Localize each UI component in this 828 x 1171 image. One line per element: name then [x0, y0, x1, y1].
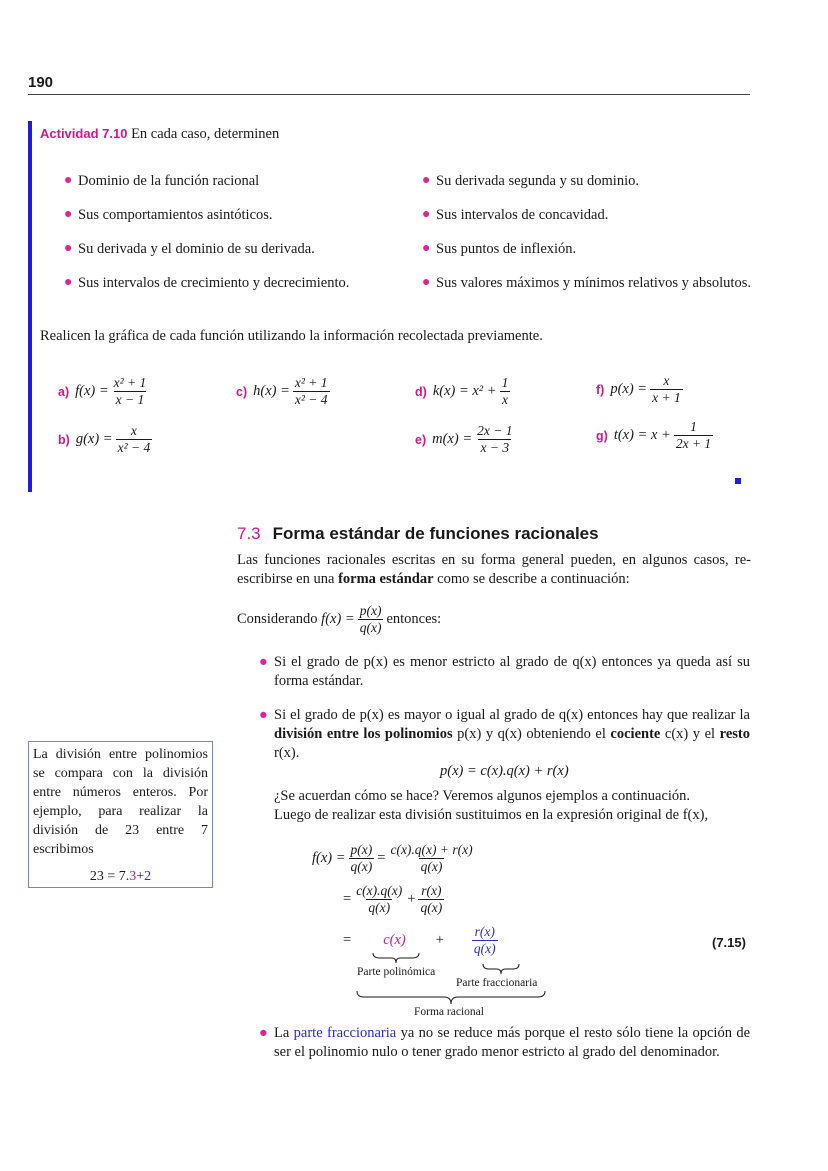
section-heading — [237, 524, 599, 544]
underbrace-polynomial — [372, 952, 420, 964]
end-of-activity-marker — [735, 478, 741, 484]
bullet-icon: ● — [422, 241, 431, 256]
exercise-label: a) — [58, 384, 70, 399]
exercise-lhs: f(x) = — [75, 383, 109, 400]
fraction: $\frac{x}{x + 1}$ — [652, 373, 681, 406]
fractional-part: $\frac{r(x)}{q(x)}$ — [473, 924, 496, 957]
task-item: ● Sus valores máximos y mínimos relativos y absolutos. — [422, 275, 751, 291]
fraction: $\frac{1}{x}$ — [501, 375, 509, 408]
fraction: $\frac{1}{2x + 1}$ — [675, 419, 712, 452]
division-formula: p(x) = c(x).q(x) + r(x) — [440, 763, 569, 779]
equation-row-2: = $\frac{c(x).q(x)}{q(x)}$ + $\frac{r(x)}{q(x)}$ — [343, 883, 443, 916]
exercise-label: f) — [596, 382, 605, 397]
exercise-lhs: k(x) = x² + — [432, 383, 497, 400]
exercise-label: c) — [236, 384, 248, 399]
bullet-icon: ● — [422, 275, 431, 290]
polynomial-part: c(x) — [383, 932, 406, 949]
equation-number: (7.15) — [712, 935, 746, 950]
side-note: La división entre polinomios se compara con la división entre números enteros. Por ejemplo, para realizar la división de 23 entre 7 escribimos 23 = 7.3+2 — [28, 741, 213, 888]
task-item: ● Su derivada segunda y su dominio. — [422, 173, 639, 189]
activity-bar — [28, 121, 32, 492]
fraction: $\frac{c(x).q(x) + r(x)}{q(x)}$ — [390, 842, 473, 875]
considering-line: Considerando f(x) = $\frac{p(x)}{q(x)}$ entonces: — [237, 603, 442, 636]
task-item: ● Dominio de la función racional — [64, 173, 260, 189]
fraction: $\frac{\text{x² + 1}}{x - 1}$ — [113, 375, 147, 408]
fraction: $\frac{r(x)}{q(x)}$ — [420, 883, 443, 916]
label-fractional-part: Parte fraccionaria — [456, 977, 538, 989]
exercise-lhs: t(x) = x + — [613, 427, 671, 444]
underbrace-fraction — [482, 963, 520, 975]
activity-title — [40, 126, 279, 143]
bullet-icon: ● — [64, 275, 73, 290]
exercise-e — [415, 424, 517, 455]
bullet-icon: ● — [64, 173, 73, 188]
exercise-a — [58, 376, 151, 407]
exercise-b — [58, 424, 155, 455]
fraction: $\frac{p(x)}{q(x)}$ — [350, 842, 373, 875]
task-item: ● Sus comportamientos asintóticos. — [64, 207, 273, 223]
header-rule — [28, 94, 750, 95]
bullet-icon: ● — [259, 654, 268, 670]
fraction: $\frac{p(x)}{q(x)}$ — [359, 603, 382, 636]
fraction: $\frac{\text{x² + 1}}{\text{x² − 4}}$ — [294, 375, 328, 408]
bullet-icon: ● — [64, 207, 73, 222]
bullet-icon: ● — [259, 707, 268, 723]
activity-label: Actividad 7.10 — [40, 126, 128, 141]
label-rational-form: Forma racional — [414, 1006, 484, 1018]
exercise-label: b) — [58, 432, 70, 447]
bullet-item: ● Si el grado de p(x) es menor estricto al grado de q(x) entonces ya queda así su forma estándar. — [259, 654, 750, 689]
activity-intro: En cada caso, determinen — [131, 126, 280, 142]
remember-text: ¿Se acuerdan cómo se hace? Veremos algunos ejemplos a continuación. Luego de realizar esta división sustituimos en la expresión original de f(x), — [274, 788, 709, 823]
section-intro: Las funciones racionales escritas en su forma general pueden, en algunos casos, re-escribirse en una forma estándar como se describe a continuación: — [237, 552, 751, 587]
task-item: ● Sus intervalos de crecimiento y decrecimiento. — [64, 275, 350, 291]
bullet-icon: ● — [259, 1025, 268, 1041]
exercise-g — [596, 420, 716, 451]
link-fractional-part[interactable]: parte fraccionaria — [293, 1025, 397, 1041]
section-title: Forma estándar de funciones racionales — [272, 524, 599, 543]
bullet-item: ● La parte fraccionaria ya no se reduce más porque el resto sólo tiene la opción de ser el polinomio nulo o tener grado menor estricto al grado del denominador. — [259, 1025, 751, 1060]
equation-row-1: f(x) = $\frac{p(x)}{q(x)}$ = $\frac{c(x).q(x) + r(x)}{q(x)}$ — [312, 842, 473, 875]
bullet-icon: ● — [422, 173, 431, 188]
section-number: 7.3 — [237, 524, 261, 543]
fraction: $\frac{c(x).q(x)}{q(x)}$ — [356, 883, 403, 916]
exercise-d — [415, 376, 513, 407]
exercise-c — [236, 376, 333, 407]
label-polynomial-part: Parte polinómica — [357, 966, 436, 978]
activity-instructions: Realicen la gráfica de cada función utilizando la información recolectada previamente. — [40, 328, 543, 344]
exercise-lhs: g(x) = — [75, 431, 113, 448]
exercise-label: d) — [415, 384, 427, 399]
task-item: ● Sus intervalos de concavidad. — [422, 207, 609, 223]
exercise-lhs: m(x) = — [432, 431, 473, 448]
page-number: 190 — [28, 74, 54, 91]
task-item: ● Su derivada y el dominio de su derivada. — [64, 241, 315, 257]
equation-row-3: = c(x) + $\frac{r(x)}{q(x)}$ — [343, 924, 496, 957]
exercise-lhs: p(x) = — [610, 381, 648, 398]
fraction: $\frac{x}{\text{x² − 4}}$ — [117, 423, 151, 456]
exercise-f — [596, 374, 686, 405]
side-note-equation: 23 = 7.3+2 — [89, 869, 152, 884]
exercise-label: e) — [415, 432, 427, 447]
exercise-lhs: h(x) = — [253, 383, 290, 400]
bullet-item: ● Si el grado de p(x) es mayor o igual al grado de q(x) entonces hay que realizar la división entre los polinomios p(x) y q(x) obteniendo el cociente c(x) y el resto r(x). — [259, 707, 750, 761]
underbrace-rational — [356, 990, 546, 1006]
bullet-icon: ● — [422, 207, 431, 222]
fraction: $\frac{2x - 1}{x - 3}$ — [477, 423, 513, 456]
bullet-icon: ● — [64, 241, 73, 256]
exercise-label: g) — [596, 428, 608, 443]
task-item: ● Sus puntos de inflexión. — [422, 241, 577, 257]
